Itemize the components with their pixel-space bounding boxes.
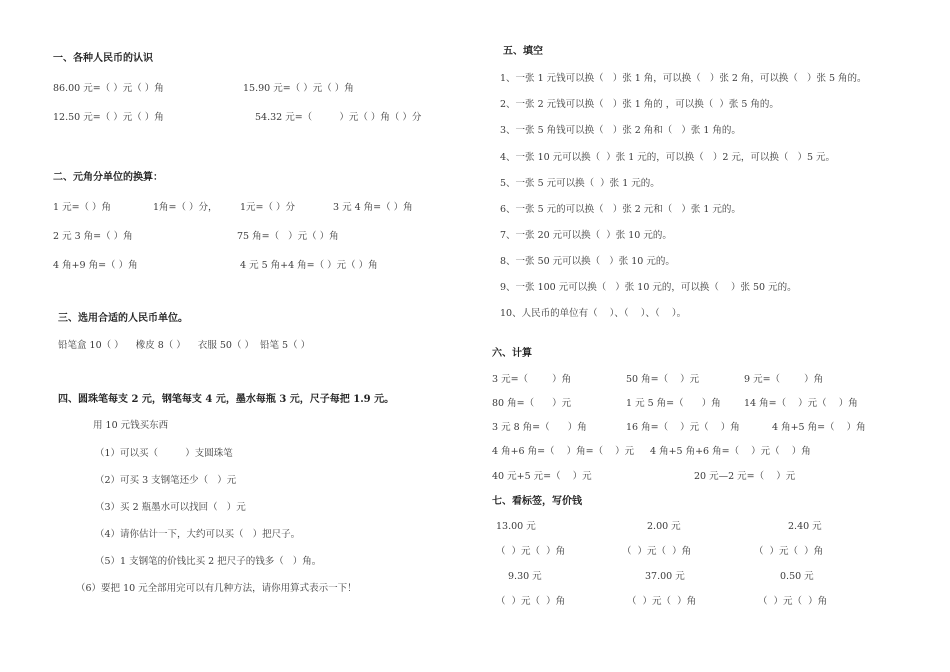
fill-blank-question: 4、一张 10 元可以换（ ）张 1 元的，可以换（ ）2 元，可以换（ ）5 元。 xyxy=(500,152,836,163)
calc-question: 9 元=（ ）角 xyxy=(744,374,824,385)
calc-question: 20 元—2 元=（ ）元 xyxy=(694,471,796,482)
shopping-question: （1）可以买（ ）支圆珠笔 xyxy=(95,448,233,459)
price-label: 0.50 元 xyxy=(780,571,814,582)
money-question: 54.32 元=（ ）元（ ）角（ ）分 xyxy=(255,112,422,123)
unit-question: 铅笔盒 10（ ） 橡皮 8（ ） 衣服 50（ ） 铅笔 5（ ） xyxy=(58,340,311,351)
shopping-question: （4）请你估计一下，大约可以买（ ）把尺子。 xyxy=(95,529,301,540)
money-question: 12.50 元=（ ）元（ ）角 xyxy=(53,112,164,123)
fill-blank-question: 10、人民币的单位有（ ）、（ ）、（ ）。 xyxy=(500,308,687,319)
fill-blank-question: 3、一张 5 角钱可以换（ ）张 2 角和（ ）张 1 角的。 xyxy=(500,125,741,136)
shopping-question: （3）买 2 瓶墨水可以找回（ ）元 xyxy=(95,502,246,513)
conversion-question: 1元=（ ）分 xyxy=(240,202,296,213)
section-7-title: 七、看标签，写价钱 xyxy=(492,496,582,507)
calc-question: 16 角=（ ）元（ ）角 xyxy=(626,422,740,433)
shopping-intro: 用 10 元钱买东西 xyxy=(93,420,169,431)
conversion-question: 3 元 4 角=（ ）角 xyxy=(333,202,413,213)
fill-blank-question: 7、一张 20 元可以换（ ）张 10 元的。 xyxy=(500,230,672,241)
conversion-question: 75 角=（ ）元（ ）角 xyxy=(237,231,339,242)
price-blank: （ ）元（ ）角 xyxy=(627,596,697,607)
fill-blank-question: 6、一张 5 元的可以换（ ）张 2 元和（ ）张 1 元的。 xyxy=(500,204,741,215)
price-label: 9.30 元 xyxy=(508,571,542,582)
conversion-question: 4 元 5 角+4 角=（ ）元（ ）角 xyxy=(240,260,378,271)
calc-question: 1 元 5 角=（ ）角 xyxy=(626,398,721,409)
price-label: 37.00 元 xyxy=(645,571,685,582)
price-label: 2.00 元 xyxy=(647,521,681,532)
conversion-question: 2 元 3 角=（ ）角 xyxy=(53,231,133,242)
price-blank: （ ）元（ ）角 xyxy=(496,546,566,557)
conversion-question: 4 角+9 角=（ ）角 xyxy=(53,260,138,271)
shopping-question: （6）要把 10 元全部用完可以有几种方法，请你用算式表示一下！ xyxy=(76,583,357,594)
money-question: 86.00 元=（ ）元（ ）角 xyxy=(53,83,164,94)
fill-blank-question: 5、一张 5 元可以换（ ）张 1 元的。 xyxy=(500,178,660,189)
price-label: 13.00 元 xyxy=(496,521,536,532)
calc-question: 4 角+5 角+6 角=（ ）元（ ）角 xyxy=(650,446,811,457)
conversion-question: 1角=（ ）分， xyxy=(153,202,218,213)
price-blank: （ ）元（ ）角 xyxy=(496,596,566,607)
section-3-title: 三、选用合适的人民币单位。 xyxy=(58,313,188,324)
calc-question: 3 元=（ ）角 xyxy=(492,374,572,385)
section-4-title: 四、圆珠笔每支 2 元，钢笔每支 4 元，墨水每瓶 3 元，尺子每把 1.9 元。 xyxy=(58,394,395,405)
section-2-title: 二、元角分单位的换算： xyxy=(53,172,163,183)
calc-question: 50 角=（ ）元 xyxy=(626,374,700,385)
section-6-title: 六、计算 xyxy=(492,348,532,359)
price-label: 2.40 元 xyxy=(788,521,822,532)
calc-question: 4 角+5 角=（ ）角 xyxy=(772,422,866,433)
fill-blank-question: 9、一张 100 元可以换（ ）张 10 元的，可以换（ ）张 50 元的。 xyxy=(500,282,797,293)
price-blank: （ ）元（ ）角 xyxy=(758,596,828,607)
calc-question: 4 角+6 角=（ ）角=（ ）元 xyxy=(492,446,635,457)
fill-blank-question: 1、一张 1 元钱可以换（ ）张 1 角，可以换（ ）张 2 角，可以换（ ）张 5 角的。 xyxy=(500,73,867,84)
shopping-question: （2）可买 3 支钢笔还少（ ）元 xyxy=(95,475,237,486)
calc-question: 80 角=（ ）元 xyxy=(492,398,572,409)
shopping-question: （5）1 支钢笔的价钱比买 2 把尺子的钱多（ ）角。 xyxy=(95,556,322,567)
section-5-title: 五、填空 xyxy=(503,46,543,57)
fill-blank-question: 2、一张 2 元钱可以换（ ）张 1 角的 ，可以换（ ）张 5 角的。 xyxy=(500,99,779,110)
conversion-question: 1 元=（ ）角 xyxy=(53,202,112,213)
calc-question: 3 元 8 角=（ ）角 xyxy=(492,422,587,433)
calc-question: 14 角=（ ）元（ ）角 xyxy=(744,398,858,409)
calc-question: 40 元+5 元=（ ）元 xyxy=(492,471,592,482)
money-question: 15.90 元=（ ）元（ ）角 xyxy=(243,83,354,94)
price-blank: （ ）元（ ）角 xyxy=(754,546,824,557)
fill-blank-question: 8、一张 50 元可以换（ ）张 10 元的。 xyxy=(500,256,675,267)
price-blank: （ ）元（ ）角 xyxy=(622,546,692,557)
section-1-title: 一、各种人民币的认识 xyxy=(53,53,153,64)
